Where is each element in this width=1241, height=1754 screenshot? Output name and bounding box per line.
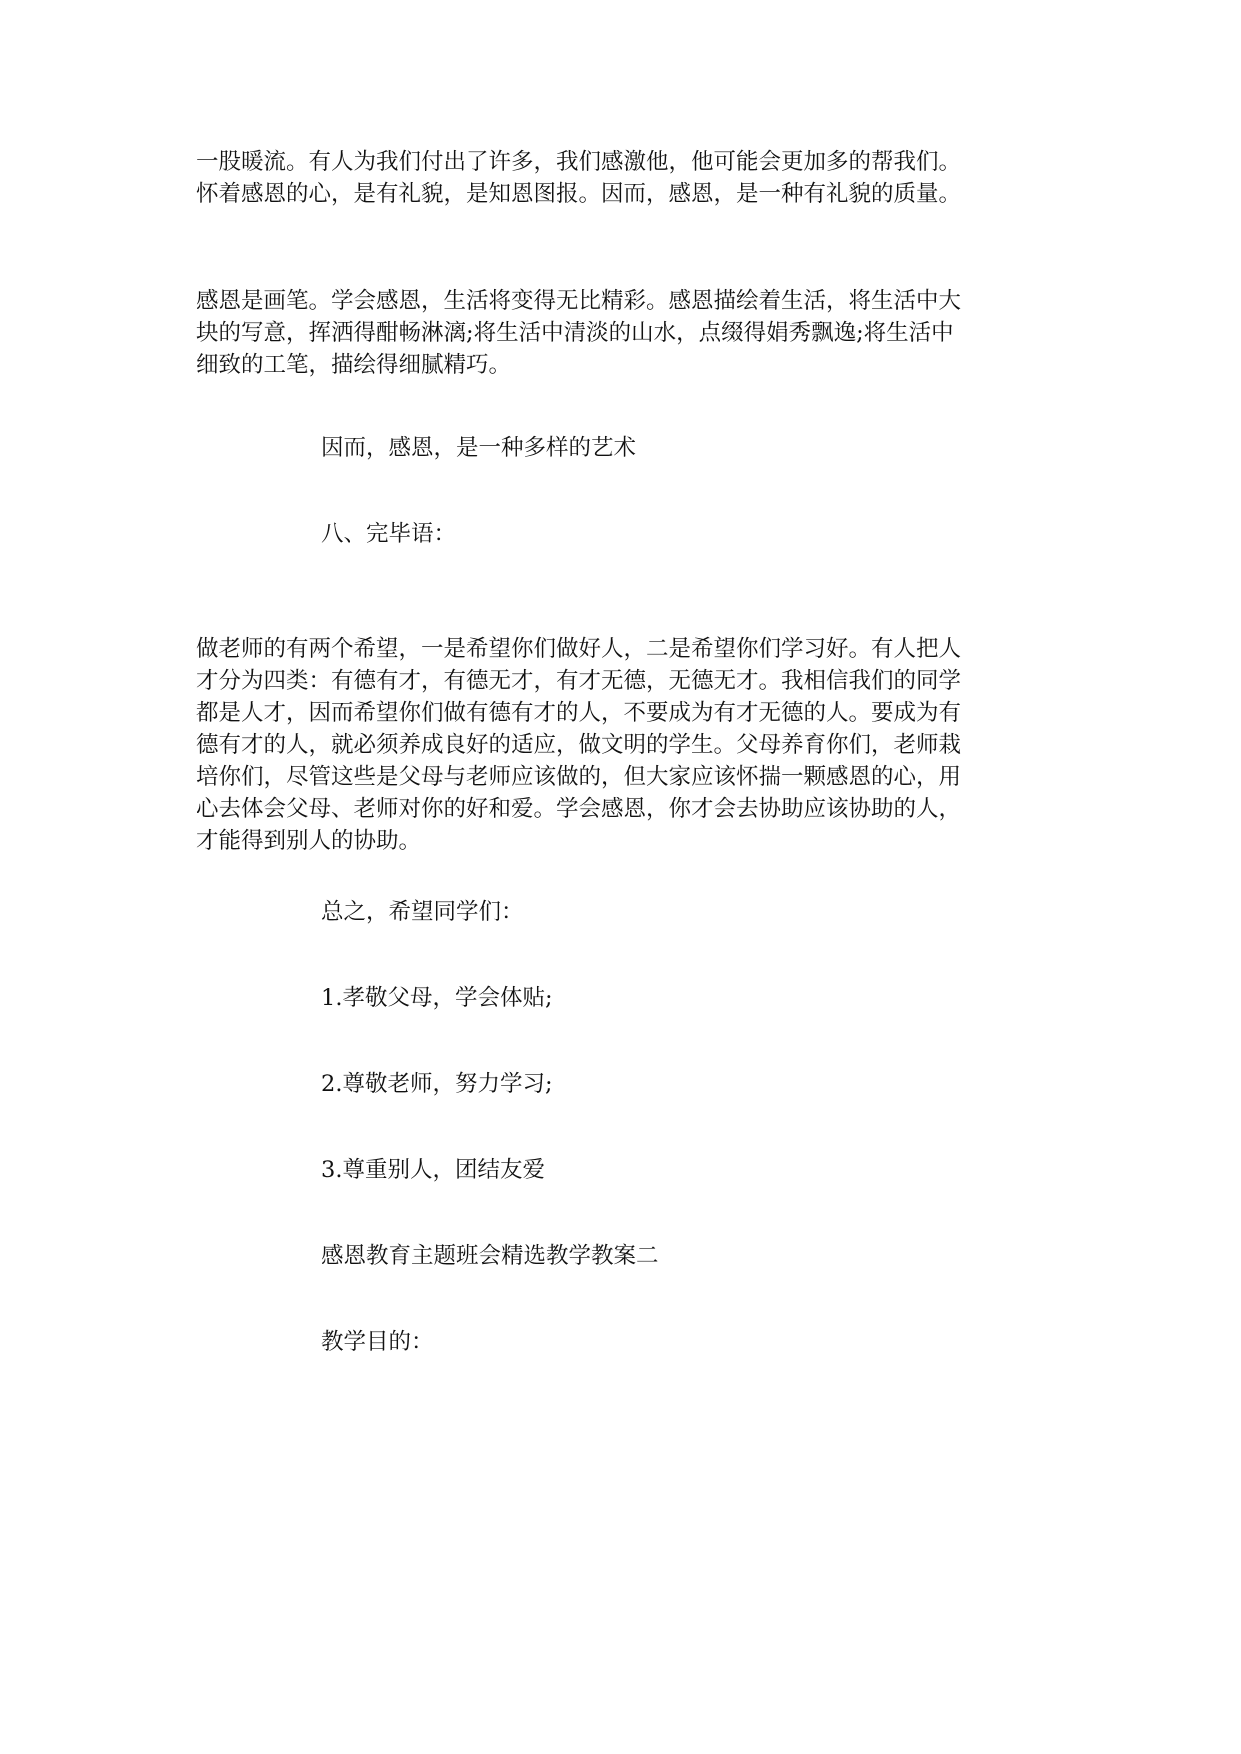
paragraph-line: 一股暖流。有人为我们付出了许多，我们感激他，他可能会更加多的帮我们。 bbox=[196, 149, 962, 175]
paragraph-line: 感恩是画笔。学会感恩，生活将变得无比精彩。感恩描绘着生活，将生活中大 bbox=[196, 288, 962, 314]
paragraph-line: 才分为四类：有德有才，有德无才，有才无德，无德无才。我相信我们的同学 bbox=[196, 668, 962, 694]
paragraph-line: 都是人才，因而希望你们做有德有才的人，不要成为有才无德的人。要成为有 bbox=[196, 700, 962, 726]
list-item-3: 3.尊重别人，团结友爱 bbox=[321, 1157, 545, 1183]
paragraph-line: 块的写意，挥洒得酣畅淋漓;将生活中清淡的山水，点缀得娟秀飘逸;将生活中 bbox=[196, 320, 954, 346]
list-item-1: 1.孝敬父母，学会体贴; bbox=[321, 985, 553, 1011]
paragraph-line: 培你们，尽管这些是父母与老师应该做的，但大家应该怀揣一颗感恩的心，用 bbox=[196, 764, 962, 790]
lesson-plan-two-title: 感恩教育主题班会精选教学教案二 bbox=[321, 1243, 659, 1269]
summary-intro: 总之，希望同学们： bbox=[321, 899, 524, 925]
paragraph-line: 德有才的人，就必须养成良好的适应，做文明的学生。父母养育你们，老师栽 bbox=[196, 732, 962, 758]
art-statement: 因而，感恩，是一种多样的艺术 bbox=[321, 435, 637, 461]
paragraph-warmth bbox=[196, 146, 1056, 210]
paragraph-paintbrush bbox=[196, 285, 1056, 381]
section-heading-closing: 八、完毕语： bbox=[321, 521, 457, 547]
paragraph-line: 怀着感恩的心，是有礼貌，是知恩图报。因而，感恩，是一种有礼貌的质量。 bbox=[196, 181, 962, 207]
paragraph-line: 细致的工笔，描绘得细腻精巧。 bbox=[196, 352, 512, 378]
list-item-2: 2.尊敬老师，努力学习; bbox=[321, 1071, 553, 1097]
paragraph-teacher-hopes bbox=[196, 633, 1056, 857]
paragraph-line: 心去体会父母、老师对你的好和爱。学会感恩，你才会去协助应该协助的人， bbox=[196, 796, 962, 822]
paragraph-line: 才能得到别人的协助。 bbox=[196, 828, 422, 854]
teaching-goal-heading: 教学目的： bbox=[321, 1329, 434, 1355]
paragraph-line: 做老师的有两个希望，一是希望你们做好人，二是希望你们学习好。有人把人 bbox=[196, 636, 962, 662]
